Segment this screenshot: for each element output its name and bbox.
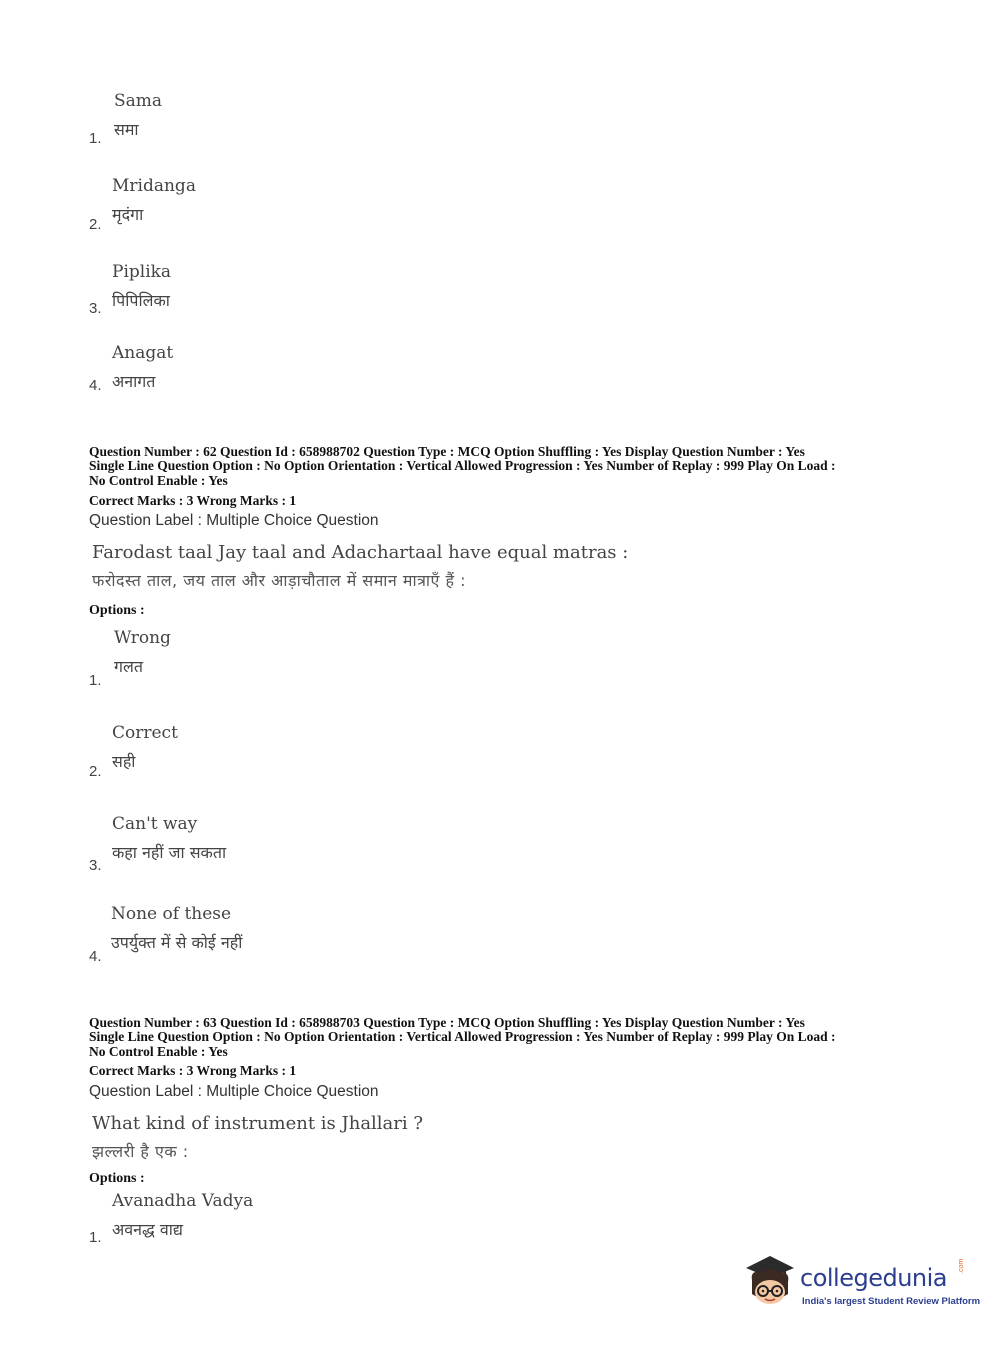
question-meta-line-3: No Control Enable : Yes (89, 1044, 228, 1059)
option-1-english: Avanadha Vadya (112, 1191, 254, 1211)
option-4-english: None of these (111, 904, 232, 924)
option-1-hindi: अवनद्ध वाद्य (112, 1220, 183, 1239)
question-meta-line-1: Question Number : 62 Question Id : 658988702 Question Type : MCQ Option Shuffling : Yes Display Question Number : Yes (89, 444, 805, 459)
option-3-hindi: कहा नहीं जा सकता (112, 843, 227, 862)
question-label: Question Label : Multiple Choice Question (89, 512, 379, 529)
question-label: Question Label : Multiple Choice Question (89, 1083, 379, 1100)
option-4-hindi: उपर्युक्त में से कोई नहीं (111, 933, 243, 952)
option-1-english: Wrong (114, 628, 171, 648)
mascot-icon (740, 1250, 800, 1310)
option-2-number: 2. (89, 763, 102, 780)
option-1-number: 1. (89, 130, 102, 147)
question-meta-line-2: Single Line Question Option : No Option Orientation : Vertical Allowed Progression : Yes Number of Replay : 999 Play On Load : (89, 458, 836, 473)
option-3-number: 3. (89, 857, 102, 874)
question-text-english: Farodast taal Jay taal and Adachartaal have equal matras : (92, 542, 629, 563)
question-text-hindi: झल्लरी है एक : (92, 1142, 189, 1161)
option-3-number: 3. (89, 300, 102, 317)
option-3-english: Can't way (112, 814, 198, 834)
question-meta-line-2: Single Line Question Option : No Option Orientation : Vertical Allowed Progression : Yes Number of Replay : 999 Play On Load : (89, 1029, 836, 1044)
option-2-english: Mridanga (112, 176, 196, 196)
option-2-hindi: मृदंगा (112, 205, 144, 224)
option-2-english: Correct (112, 723, 178, 743)
question-meta-line-3: No Control Enable : Yes (89, 473, 228, 488)
option-1-number: 1. (89, 1229, 102, 1246)
options-heading: Options : (89, 603, 145, 618)
logo-domain: .com (958, 1258, 965, 1274)
option-1-english: Sama (114, 91, 163, 111)
question-meta-line-1: Question Number : 63 Question Id : 658988703 Question Type : MCQ Option Shuffling : Yes Display Question Number : Yes (89, 1015, 805, 1030)
question-marks: Correct Marks : 3 Wrong Marks : 1 (89, 1063, 297, 1078)
question-text-hindi: फरोदस्त ताल, जय ताल और आड़ाचौताल में समान मात्राएँ हैं : (92, 571, 466, 590)
option-1-hindi: गलत (114, 657, 143, 676)
option-3-english: Piplika (112, 262, 172, 282)
logo-tagline: India's largest Student Review Platform (802, 1296, 981, 1307)
option-4-number: 4. (89, 377, 102, 394)
options-heading: Options : (89, 1171, 145, 1186)
option-1-hindi: समा (114, 120, 139, 139)
option-1-number: 1. (89, 672, 102, 689)
option-4-number: 4. (89, 948, 102, 965)
option-4-hindi: अनागत (112, 372, 156, 391)
collegedunia-logo[interactable] (740, 1250, 981, 1320)
option-2-hindi: सही (112, 752, 136, 771)
option-3-hindi: पिपिलिका (112, 291, 170, 310)
option-2-number: 2. (89, 216, 102, 233)
question-marks: Correct Marks : 3 Wrong Marks : 1 (89, 493, 297, 508)
logo-wordmark: collegedunia (800, 1264, 948, 1292)
question-text-english: What kind of instrument is Jhallari ? (92, 1113, 424, 1134)
option-4-english: Anagat (112, 343, 174, 363)
